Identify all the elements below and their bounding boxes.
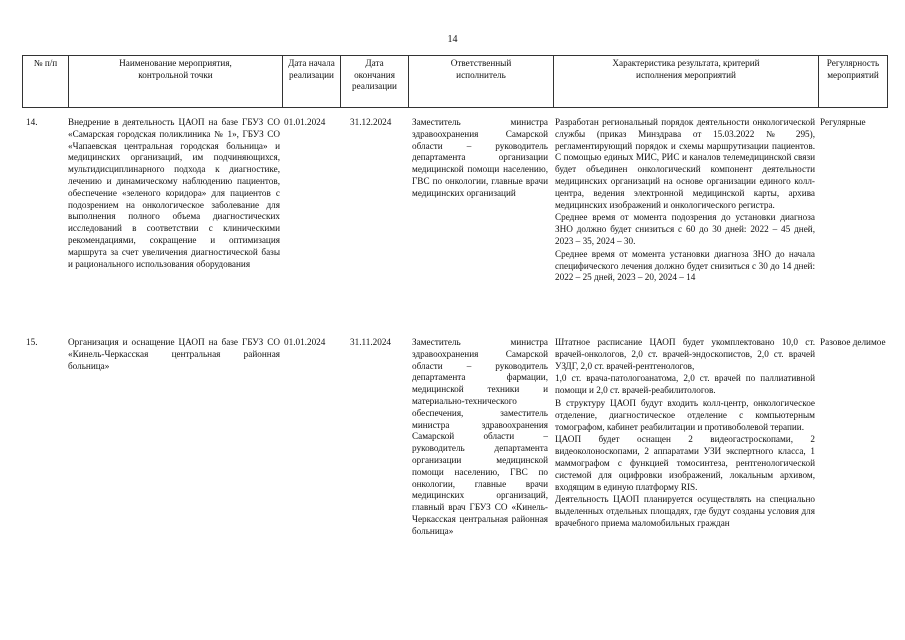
row-15-end-date: 31.11.2024	[350, 337, 392, 347]
row-15-result-paragraph: Деятельность ЦАОП планируется осуществлять на специально выделенных отдельных площадях, где будут созданы условия для врачебного приема маломобильных граждан	[555, 494, 815, 528]
row-14-name: Внедрение в деятельность ЦАОП на базе ГБУЗ СО «Самарская городская поликлиника № 1», ГБУЗ СО «Чапаевская центральная городская больница» и медицинских организаций, им подчиняющихся, мультидисциплинарного подхода к диагностике, лечению и динамическому наблюдению пациентов, обеспечение «зеленого коридора» для пациентов с подозрением на онкологическое заболевание для выполнения полного объема диагностических исследований в соответствии с клиническими рекомендациями, сокращение и оптимизация маршрута за счет увеличения диагностической базы и рационального использования оборудования	[68, 117, 280, 269]
row-14-result-paragraph: Разработан региональный порядок деятельности онкологической службы (приказ Минздрава от 15.03.2022 № 295), регламентирующий порядок и схемы маршрутизации пациентов. С помощью единых МИС, РИС и каналов телемедицинской связи будет объединен онкологический компонент деятельности медицинских организаций на основе организации единого колл-центра, ведения электронной медицинской карты, архива медицинских изображений и онкологического регистра.	[555, 117, 815, 210]
page-number: 14	[447, 34, 458, 45]
header-number: № п/п	[23, 56, 69, 108]
header-executor: Ответственный исполнитель	[409, 56, 554, 108]
row-15-regularity: Разовое делимое	[820, 337, 886, 347]
row-14-number: 14.	[26, 117, 38, 127]
row-14-result	[555, 117, 815, 285]
row-14-start-date: 01.01.2024	[284, 117, 326, 127]
row-15-number: 15.	[26, 337, 38, 347]
row-14-result-paragraph: Среднее время от момента подозрения до установки диагноза ЗНО должно будет снизиться с 60 до 30 дней: 2022 – 45 дней, 2023 – 35, 2024 – 30.	[555, 212, 815, 246]
header-start-date: Дата начала реализации	[283, 56, 341, 108]
header-regularity: Регулярность мероприятий	[826, 58, 880, 80]
row-14-end-date: 31.12.2024	[350, 117, 392, 127]
row-15-result-paragraph: ЦАОП будет оснащен 2 видеогастроскопами, 2 видеоколоноскопами, 2 аппаратами УЗИ экспертного класса, 1 маммографом с функцией томосинтеза, рентгенологической системой для оцифровки изображений, локальным архивом, входящим в единую платформу RIS.	[555, 434, 815, 492]
header-bottom-rule	[22, 107, 888, 108]
row-15-name: Организация и оснащение ЦАОП на базе ГБУЗ СО «Кинель-Черкасская центральная районная больница»	[68, 337, 280, 371]
row-15-result-paragraph: Штатное расписание ЦАОП будет укомплектовано 10,0 ст. врачей-онкологов, 2,0 ст. врачей-эндоскопистов, 2,0 ст. врачей УЗДГ, 2,0 ст. врачей-рентгенологов,	[555, 337, 815, 371]
row-15-result-paragraph: 1,0 ст. врача-патологоанатома, 2,0 ст. врачей по паллиативной помощи и 2,0 ст. врачей-реабилитологов.	[555, 373, 815, 396]
row-14-result-paragraph: Среднее время от момента установки диагноза ЗНО до начала специфического лечения должно будет снизиться с 30 до 14 дней: 2022 – 25 дней, 2023 – 20, 2024 – 14	[555, 248, 815, 283]
row-15-executor: Заместитель министра здравоохранения Самарской области – руководитель департамента фармации, медицинской техники и материально-технического обеспечения, заместитель министра здравоохранения Самарской области – руководитель департамента организации медицинской помощи населению, ГВС по онкологии, главные врачи медицинских организаций, главный врач ГБУЗ СО «Кинель-Черкасская центральная районная больница»	[412, 337, 548, 536]
row-15-result	[555, 337, 815, 531]
row-15-start-date: 01.01.2024	[284, 337, 326, 347]
header-end-date: Дата окончания реализации	[341, 56, 409, 108]
table-header	[22, 55, 888, 108]
header-name: Наименование мероприятия, контрольной точки	[69, 56, 283, 108]
row-14-executor: Заместитель министра здравоохранения Самарской области – руководитель департамента организации медицинской помощи населению, ГВС по онкологии, главные врачи медицинских организаций	[412, 117, 548, 198]
row-15-result-paragraph: В структуру ЦАОП будут входить колл-центр, онкологическое отделение, диагностическое отделение с компьютерным томографом, кабинет реабилитации и противоболевой терапии.	[555, 397, 815, 432]
header-result: Характеристика результата, критерий исполнения мероприятий	[554, 56, 819, 108]
row-14-regularity: Регулярные	[820, 117, 866, 127]
